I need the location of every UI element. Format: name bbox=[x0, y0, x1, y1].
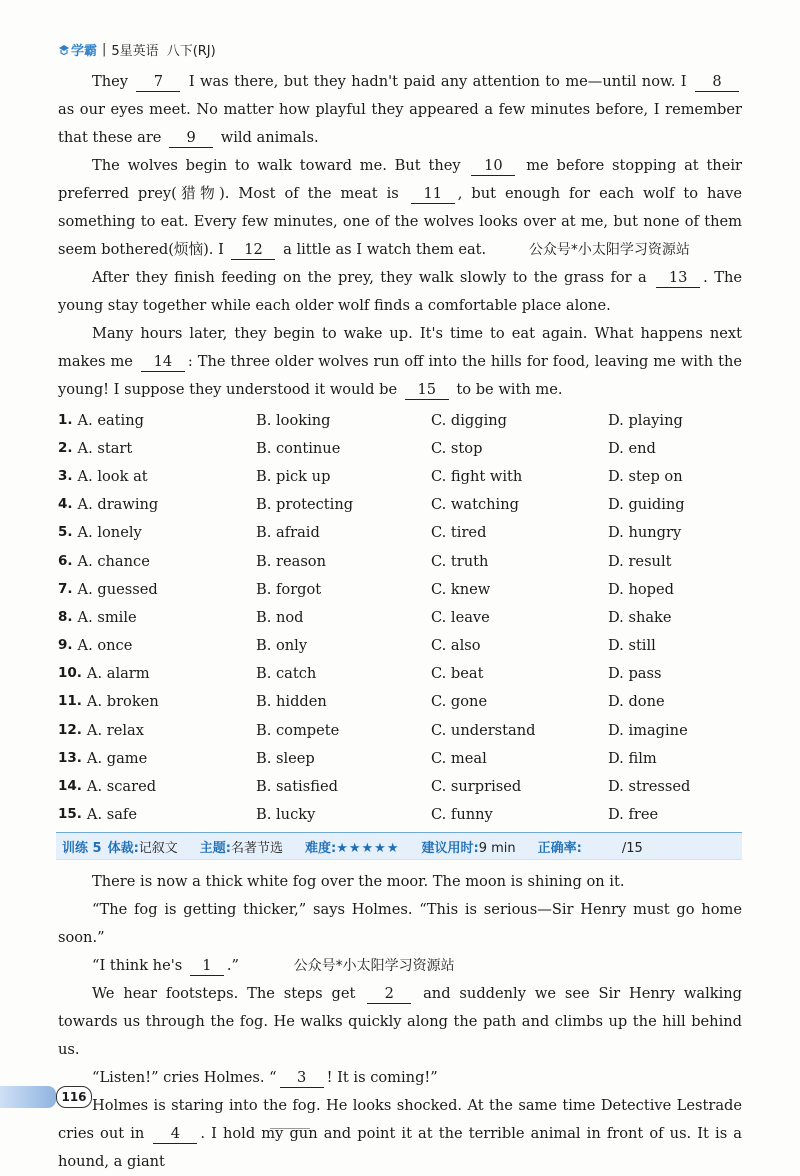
option-text: A. start bbox=[77, 439, 133, 457]
option-a[interactable] bbox=[58, 778, 256, 795]
option-b[interactable] bbox=[256, 665, 431, 682]
option-row bbox=[58, 688, 748, 716]
paragraph: We hear footsteps. The steps get 2 and suddenly we see Sir Henry walking towards us through the fog. He walks quickly along the path and climbs up the hill behind us. bbox=[58, 985, 743, 1058]
option-row bbox=[58, 575, 748, 603]
option-text: C. leave bbox=[431, 608, 490, 626]
option-a[interactable] bbox=[58, 637, 256, 654]
option-d[interactable] bbox=[608, 524, 748, 541]
option-row bbox=[58, 519, 748, 547]
option-text: D. stressed bbox=[608, 778, 691, 796]
option-text: D. imagine bbox=[608, 721, 688, 739]
option-a[interactable] bbox=[58, 553, 256, 570]
question-number: 9. bbox=[58, 637, 73, 654]
option-c[interactable] bbox=[431, 468, 608, 485]
option-b[interactable] bbox=[256, 524, 431, 541]
question-number: 5. bbox=[58, 524, 73, 541]
option-a[interactable] bbox=[58, 581, 256, 598]
option-text: D. guiding bbox=[608, 496, 685, 514]
option-d[interactable] bbox=[608, 806, 748, 823]
option-b[interactable] bbox=[256, 581, 431, 598]
option-d[interactable] bbox=[608, 468, 748, 485]
question-number: 7. bbox=[58, 580, 73, 597]
question-number: 1. bbox=[58, 411, 73, 428]
brand-logo bbox=[58, 40, 97, 59]
option-d[interactable] bbox=[608, 440, 748, 457]
blank-12: 12 bbox=[231, 241, 275, 260]
option-a[interactable] bbox=[58, 806, 256, 823]
option-text: C. truth bbox=[431, 552, 489, 570]
option-row bbox=[58, 406, 748, 434]
option-b[interactable] bbox=[256, 637, 431, 654]
option-c[interactable] bbox=[431, 581, 608, 598]
paragraph: “Listen!” cries Holmes. “ 3 ! It is coming!” bbox=[92, 1069, 438, 1086]
option-row bbox=[58, 801, 748, 829]
option-a[interactable] bbox=[58, 722, 256, 739]
option-c[interactable] bbox=[431, 750, 608, 767]
blank-8: 8 bbox=[695, 73, 739, 92]
option-text: C. meal bbox=[431, 749, 487, 767]
option-d[interactable] bbox=[608, 665, 748, 682]
option-text: C. fight with bbox=[431, 467, 523, 485]
option-d[interactable] bbox=[608, 750, 748, 767]
option-text: D. hungry bbox=[608, 524, 682, 542]
option-b[interactable] bbox=[256, 693, 431, 710]
option-text: C. knew bbox=[431, 580, 491, 598]
paragraph: The wolves begin to walk toward me. But they 10 me before stopping at their preferred prey(猎物). Most of the meat is 11 , but enough for each wolf to have something to eat. Every few minutes, one of the wolves looks over at me, but none of them seem bothered(烦恼). I 12 a little as I watch them eat. 公众号*小太阳学习资源站 bbox=[58, 157, 742, 258]
question-number: 14. bbox=[58, 778, 82, 795]
option-d[interactable] bbox=[608, 637, 748, 654]
option-text: B. compete bbox=[256, 721, 340, 739]
difficulty: 难度:★★★★★ bbox=[305, 840, 400, 856]
option-text: C. understand bbox=[431, 721, 536, 739]
option-text: D. free bbox=[608, 806, 659, 824]
options-list bbox=[58, 406, 748, 829]
paragraph: After they finish feeding on the prey, they walk slowly to the grass for a 13 . The young stay together while each older wolf finds a comfortable place alone. bbox=[58, 269, 742, 314]
question-number: 3. bbox=[58, 467, 73, 484]
option-c[interactable] bbox=[431, 778, 608, 795]
option-text: A. once bbox=[77, 637, 133, 655]
option-b[interactable] bbox=[256, 440, 431, 457]
option-text: C. tired bbox=[431, 524, 487, 542]
option-b[interactable] bbox=[256, 553, 431, 570]
option-d[interactable] bbox=[608, 693, 748, 710]
option-text: C. gone bbox=[431, 693, 488, 711]
option-text: D. result bbox=[608, 552, 672, 570]
page-number: 116 bbox=[56, 1086, 92, 1108]
option-c[interactable] bbox=[431, 412, 608, 429]
option-a[interactable] bbox=[58, 750, 256, 767]
option-c[interactable] bbox=[431, 553, 608, 570]
option-row bbox=[58, 716, 748, 744]
option-text: A. eating bbox=[77, 411, 144, 429]
passage-wolves bbox=[58, 68, 742, 404]
option-a[interactable] bbox=[58, 693, 256, 710]
header-separator: | bbox=[102, 42, 107, 57]
option-b[interactable] bbox=[256, 609, 431, 626]
option-row bbox=[58, 744, 748, 772]
option-text: C. stop bbox=[431, 439, 483, 457]
question-number: 6. bbox=[58, 552, 73, 569]
option-text: C. beat bbox=[431, 665, 484, 683]
option-b[interactable] bbox=[256, 496, 431, 513]
option-d[interactable] bbox=[608, 553, 748, 570]
option-a[interactable] bbox=[58, 468, 256, 485]
page-header bbox=[58, 40, 216, 59]
option-text: A. alarm bbox=[86, 665, 150, 683]
option-text: A. lonely bbox=[77, 524, 142, 542]
option-b[interactable] bbox=[256, 806, 431, 823]
option-c[interactable] bbox=[431, 722, 608, 739]
option-text: C. digging bbox=[431, 411, 508, 429]
option-d[interactable] bbox=[608, 609, 748, 626]
option-text: B. lucky bbox=[256, 806, 316, 824]
option-row bbox=[58, 632, 748, 660]
blank-3: 3 bbox=[280, 1069, 324, 1088]
option-c[interactable] bbox=[431, 665, 608, 682]
option-text: A. look at bbox=[77, 467, 148, 485]
option-b[interactable] bbox=[256, 750, 431, 767]
training-info-bar bbox=[56, 832, 742, 860]
option-text: A. broken bbox=[86, 693, 159, 711]
option-text: A. safe bbox=[86, 806, 137, 824]
option-text: B. satisfied bbox=[256, 778, 338, 796]
option-text: D. step on bbox=[608, 467, 683, 485]
option-text: B. only bbox=[256, 637, 308, 655]
blank-14: 14 bbox=[141, 353, 185, 372]
watermark: 公众号*小太阳学习资源站 bbox=[293, 958, 455, 974]
option-b[interactable] bbox=[256, 468, 431, 485]
option-text: D. done bbox=[608, 693, 665, 711]
option-a[interactable] bbox=[58, 496, 256, 513]
watermark: 公众号*小太阳学习资源站 bbox=[528, 242, 690, 258]
blank-9: 9 bbox=[169, 129, 213, 148]
option-text: C. surprised bbox=[431, 778, 522, 796]
option-text: A. scared bbox=[86, 778, 157, 796]
question-number: 13. bbox=[58, 749, 82, 766]
question-number: 8. bbox=[58, 608, 73, 625]
option-a[interactable] bbox=[58, 440, 256, 457]
question-number: 10. bbox=[58, 665, 82, 682]
option-text: C. funny bbox=[431, 806, 493, 824]
passage-holmes bbox=[58, 868, 742, 1176]
option-text: B. looking bbox=[256, 411, 331, 429]
option-a[interactable] bbox=[58, 412, 256, 429]
paragraph: They 7 I was there, but they hadn't paid any attention to me—until now. I 8 as our eyes meet. No matter how playful they appeared a few minutes before, I remember that these are 9 wild animals. bbox=[58, 73, 742, 146]
option-row bbox=[58, 491, 748, 519]
question-number: 2. bbox=[58, 439, 73, 456]
blank-13: 13 bbox=[656, 269, 700, 288]
option-b[interactable] bbox=[256, 722, 431, 739]
bottom-divider bbox=[270, 1128, 310, 1129]
accuracy: 正确率: /15 bbox=[537, 840, 643, 856]
blank-2: 2 bbox=[367, 985, 411, 1004]
option-text: A. smile bbox=[77, 608, 137, 626]
option-row bbox=[58, 462, 748, 490]
option-d[interactable] bbox=[608, 778, 748, 795]
paragraph: Many hours later, they begin to wake up. It's time to eat again. What happens next makes me 14 : The three older wolves run off into the hills for food, leaving me with the young! I suppose they understood it would be 15 to be with me. bbox=[58, 325, 742, 398]
option-c[interactable] bbox=[431, 637, 608, 654]
series-name: 5星英语 bbox=[111, 44, 159, 59]
option-c[interactable] bbox=[431, 693, 608, 710]
question-number: 15. bbox=[58, 806, 82, 823]
option-d[interactable] bbox=[608, 581, 748, 598]
option-text: B. continue bbox=[256, 439, 341, 457]
option-text: A. guessed bbox=[77, 580, 158, 598]
option-c[interactable] bbox=[431, 440, 608, 457]
option-text: D. film bbox=[608, 749, 657, 767]
topic: 主题:名著节选 bbox=[199, 840, 284, 856]
option-text: D. still bbox=[608, 637, 656, 655]
option-row bbox=[58, 547, 748, 575]
question-number: 4. bbox=[58, 496, 73, 513]
question-number: 12. bbox=[58, 721, 82, 738]
option-text: C. also bbox=[431, 637, 481, 655]
paragraph: Holmes is staring into the fog. He looks shocked. At the same time Detective Lestrade cries out in 4 . I hold my gun and point it at the terrible animal in front of us. It is a hound, a giant bbox=[58, 1097, 742, 1170]
option-text: B. hidden bbox=[256, 693, 327, 711]
footer-tab bbox=[0, 1086, 56, 1108]
option-text: B. forgot bbox=[256, 580, 322, 598]
option-c[interactable] bbox=[431, 609, 608, 626]
option-row bbox=[58, 603, 748, 631]
blank-7: 7 bbox=[136, 73, 180, 92]
option-text: B. sleep bbox=[256, 749, 315, 767]
option-text: D. hoped bbox=[608, 580, 674, 598]
difficulty-stars-icon: ★★★★★ bbox=[336, 840, 400, 856]
blank-15: 15 bbox=[405, 381, 449, 400]
option-row bbox=[58, 660, 748, 688]
blank-10: 10 bbox=[471, 157, 515, 176]
option-d[interactable] bbox=[608, 412, 748, 429]
option-text: B. nod bbox=[256, 608, 304, 626]
option-text: A. chance bbox=[77, 552, 150, 570]
option-row bbox=[58, 772, 748, 800]
blank-4: 4 bbox=[153, 1125, 197, 1144]
paragraph: “I think he's 1 .” 公众号*小太阳学习资源站 bbox=[92, 957, 455, 974]
suggested-time: 建议用时:9 min bbox=[421, 840, 516, 856]
option-text: D. playing bbox=[608, 411, 683, 429]
option-c[interactable] bbox=[431, 806, 608, 823]
option-text: A. game bbox=[86, 749, 148, 767]
option-text: A. relax bbox=[86, 721, 144, 739]
option-text: B. afraid bbox=[256, 524, 320, 542]
paragraph: “The fog is getting thicker,” says Holmes. “This is serious—Sir Henry must go home soon.” bbox=[58, 901, 742, 946]
grade-label: 八下(RJ) bbox=[166, 44, 216, 59]
option-b[interactable] bbox=[256, 412, 431, 429]
option-text: B. catch bbox=[256, 665, 317, 683]
option-a[interactable] bbox=[58, 524, 256, 541]
option-d[interactable] bbox=[608, 496, 748, 513]
option-a[interactable] bbox=[58, 609, 256, 626]
option-text: B. pick up bbox=[256, 467, 331, 485]
option-row bbox=[58, 434, 748, 462]
option-text: D. pass bbox=[608, 665, 662, 683]
option-text: B. reason bbox=[256, 552, 326, 570]
option-b[interactable] bbox=[256, 778, 431, 795]
option-text: B. protecting bbox=[256, 496, 354, 514]
genre: 体裁:记叙文 bbox=[107, 840, 178, 856]
option-text: C. watching bbox=[431, 496, 519, 514]
option-text: D. end bbox=[608, 439, 656, 457]
option-d[interactable] bbox=[608, 722, 748, 739]
brand-name: 学霸 bbox=[71, 44, 98, 59]
option-c[interactable] bbox=[431, 524, 608, 541]
paragraph: There is now a thick white fog over the moor. The moon is shining on it. bbox=[92, 873, 625, 890]
blank-11: 11 bbox=[411, 185, 455, 204]
option-text: A. drawing bbox=[77, 496, 159, 514]
training-tag: 训练 5 bbox=[62, 840, 102, 856]
option-text: D. shake bbox=[608, 608, 672, 626]
option-c[interactable] bbox=[431, 496, 608, 513]
option-a[interactable] bbox=[58, 665, 256, 682]
cap-icon bbox=[58, 44, 70, 56]
question-number: 11. bbox=[58, 693, 82, 710]
blank-1: 1 bbox=[190, 957, 224, 976]
